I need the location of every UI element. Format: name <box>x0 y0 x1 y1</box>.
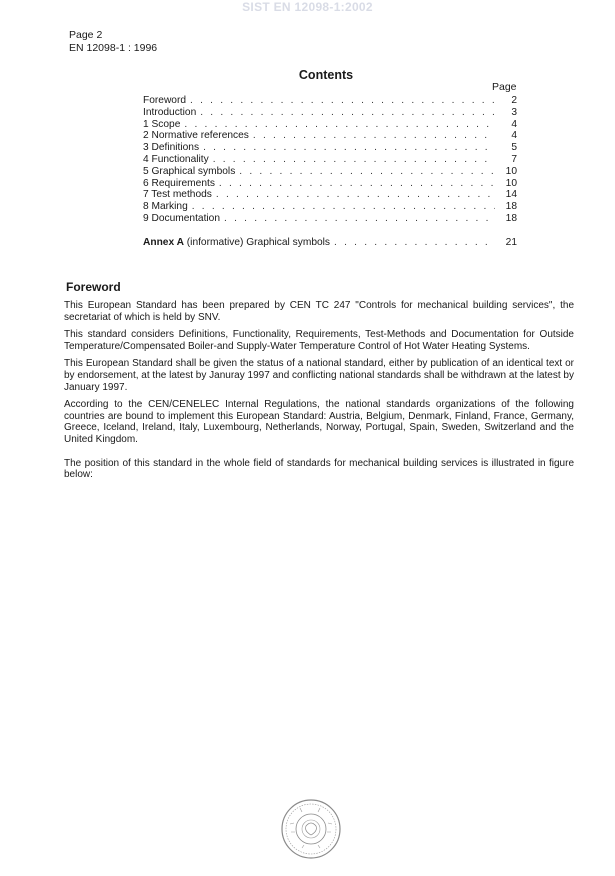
toc-entry[interactable] <box>143 107 517 119</box>
standard-id: EN 12098-1 : 1996 <box>69 42 158 54</box>
toc-entry[interactable] <box>143 142 517 154</box>
foreword-paragraph: The position of this standard in the whole field of standards for mechanical building services is illustrated in figure below: <box>64 457 574 481</box>
toc-leader <box>190 95 495 107</box>
annex-title: (informative) Graphical symbols <box>183 236 331 248</box>
toc-entry-label: Foreword <box>143 95 187 106</box>
official-seal-stamp <box>280 798 342 860</box>
toc-leader <box>184 119 495 131</box>
toc-entry[interactable] <box>143 130 517 142</box>
toc-entry-label: 2 Normative references <box>143 130 249 142</box>
toc-entry-label: 7 Test methods <box>143 189 212 201</box>
foreword-paragraph: This standard considers Definitions, Functionality, Requirements, Test-Methods and Documentation for Outside Temperature/Compensated Boiler-and Supply-Water Temperature Control of Hot Water Heating Systems. <box>64 329 574 352</box>
foreword-paragraph: According to the CEN/CENELEC Internal Regulations, the national standards organizations of the following countries are bound to implement this European Standard: Austria, Belgium, Denmark, Finland, France, Germany, Greece, Iceland, Ireland, Italy, Luxembourg, Netherlands, Norway, Portugal, Spain, Sweden, Switzerland and the United Kingdom. <box>64 399 574 445</box>
toc-leader <box>216 189 495 201</box>
toc-entry-page: 14 <box>505 189 517 201</box>
toc-entry[interactable] <box>143 95 517 107</box>
toc-entry-label: 3 Definitions <box>143 142 200 154</box>
foreword-body <box>64 300 574 487</box>
watermark: SIST EN 12098-1:2002 <box>242 0 373 14</box>
toc-entry-page: 4 <box>511 130 517 142</box>
toc-entry-page: 10 <box>505 177 517 189</box>
foreword-paragraph: This European Standard has been prepared by CEN TC 247 "Controls for mechanical building services", the secretariat of which is held by SNV. <box>64 300 574 323</box>
toc-leader <box>213 154 495 166</box>
toc-annex-label <box>143 237 334 249</box>
toc-entry-page: 2 <box>511 95 517 106</box>
toc-leader <box>219 178 495 190</box>
foreword-heading: Foreword <box>66 280 121 294</box>
toc-entry-page: 3 <box>511 106 517 118</box>
toc-leader <box>203 142 495 154</box>
page-number: Page 2 <box>69 29 103 41</box>
toc-entry[interactable] <box>143 201 517 213</box>
toc-entry[interactable] <box>143 166 517 178</box>
toc-entry-page: 5 <box>511 142 517 154</box>
toc-leader <box>192 201 495 213</box>
toc-entry-label: 4 Functionality <box>143 153 209 165</box>
toc-entry-page: 18 <box>505 212 517 224</box>
toc-entry[interactable] <box>143 189 517 201</box>
toc-annex-page: 21 <box>505 236 517 248</box>
page-column-label: Page <box>492 81 517 93</box>
toc-entry-label: 1 Scope <box>143 118 181 130</box>
toc-entry[interactable] <box>143 119 517 131</box>
toc-entry-label: 6 Requirements <box>143 177 215 189</box>
toc-leader <box>224 213 495 225</box>
page-header <box>69 29 157 55</box>
toc-entry-label: Introduction <box>143 106 197 118</box>
toc-entry-label: 9 Documentation <box>143 212 221 224</box>
foreword-paragraph: This European Standard shall be given the status of a national standard, either by publication of an identical text or by endorsement, at the latest by Januray 1997 and conflicting national standards shall be withdrawn at the latest by January 1997. <box>64 358 574 393</box>
annex-id: Annex A <box>143 236 184 248</box>
toc-entry[interactable] <box>143 178 517 190</box>
toc-entry-page: 7 <box>511 153 517 165</box>
toc-entry[interactable] <box>143 213 517 225</box>
toc-leader <box>334 237 495 249</box>
toc-leader <box>200 107 495 119</box>
toc-leader <box>239 166 495 178</box>
toc-entry-page: 4 <box>511 118 517 130</box>
toc-entry[interactable] <box>143 154 517 166</box>
contents-title: Contents <box>298 68 354 82</box>
toc-entry-page: 10 <box>505 165 517 177</box>
toc-annex-entry[interactable] <box>143 237 517 249</box>
toc-leader <box>253 130 495 142</box>
toc-entry-label: 8 Marking <box>143 201 188 213</box>
toc-entry-page: 18 <box>505 201 517 213</box>
toc-entry-label: 5 Graphical symbols <box>143 165 236 177</box>
table-of-contents <box>143 95 517 249</box>
